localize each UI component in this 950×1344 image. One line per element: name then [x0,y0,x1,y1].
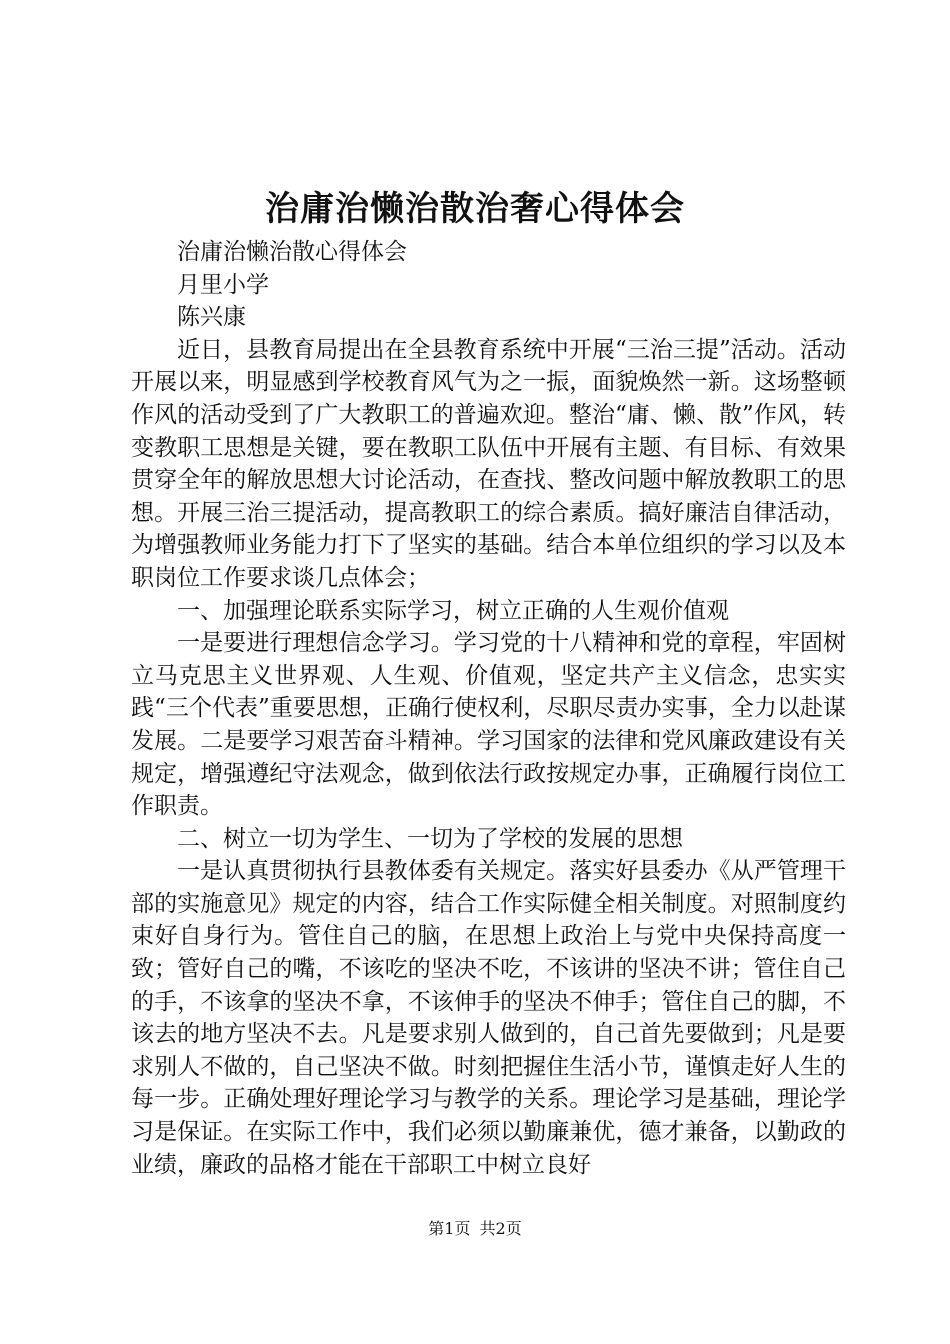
author-school: 月里小学 [177,271,269,298]
document-title: 治庸治懒治散治奢心得体会 [265,189,685,229]
author-name: 陈兴康 [177,304,246,331]
page-footer [0,1218,950,1240]
section-heading: 二、树立一切为学生、一切为了学校的发展的思想 [177,825,683,852]
page-total: 共2页 [479,1219,522,1238]
document-body [131,236,846,1181]
section-heading: 一、加强理论联系实际学习，树立正确的人生观价值观 [177,597,729,624]
body-paragraph: 一是认真贯彻执行县教体委有关规定。落实好县委办《从严管理干部的实施意见》规定的内容，结合工作实际健全相关制度。对照制度约束好自身行为。管住自己的脑，在思想上政治上与党中央保持高度一致；管好自己的嘴，不该吃的坚决不吃，不该讲的坚决不讲；管住自己的手，不该拿的坚决不拿，不该伸手的坚决不伸手；管住自己的脚，不该去的地方坚决不去。凡是要求别人做到的，自己首先要做到；凡是要求别人不做的，自己坚决不做。时刻把握住生活小节，谨慎走好人生的每一步。正确处理好理论学习与教学的关系。理论学习是基础，理论学习是保证。在实际工作中，我们必须以勤廉兼优，德才兼备，以勤政的业绩，廉政的品格才能在干部职工中树立良好 [131,858,846,1178]
page-number: 第1页 [428,1219,471,1238]
body-paragraph: 一是要进行理想信念学习。学习党的十八精神和党的章程，牢固树立马克思主义世界观、人生观、价值观，坚定共产主义信念，忠实实践“三个代表”重要思想，正确行使权利，尽职尽责办实事，全力以赴谋发展。二是要学习艰苦奋斗精神。学习国家的法律和党风廉政建设有关规定，增强遵纪守法观念，做到依法行政按规定办事，正确履行岗位工作职责。 [131,630,846,820]
body-paragraph: 近日，县教育局提出在全县教育系统中开展“三治三提”活动。活动开展以来，明显感到学校教育风气为之一振，面貌焕然一新。这场整顿作风的活动受到了广大教职工的普遍欢迎。整治“庸、懒、散”作风，转变教职工思想是关键，要在教职工队伍中开展有主题、有目标、有效果贯穿全年的解放思想大讨论活动，在查找、整改问题中解放教职工的思想。开展三治三提活动，提高教职工的综合素质。搞好廉洁自律活动，为增强教师业务能力打下了坚实的基础。结合本单位组织的学习以及本职岗位工作要求谈几点体会； [131,336,846,591]
subtitle: 治庸治懒治散心得体会 [177,239,407,265]
